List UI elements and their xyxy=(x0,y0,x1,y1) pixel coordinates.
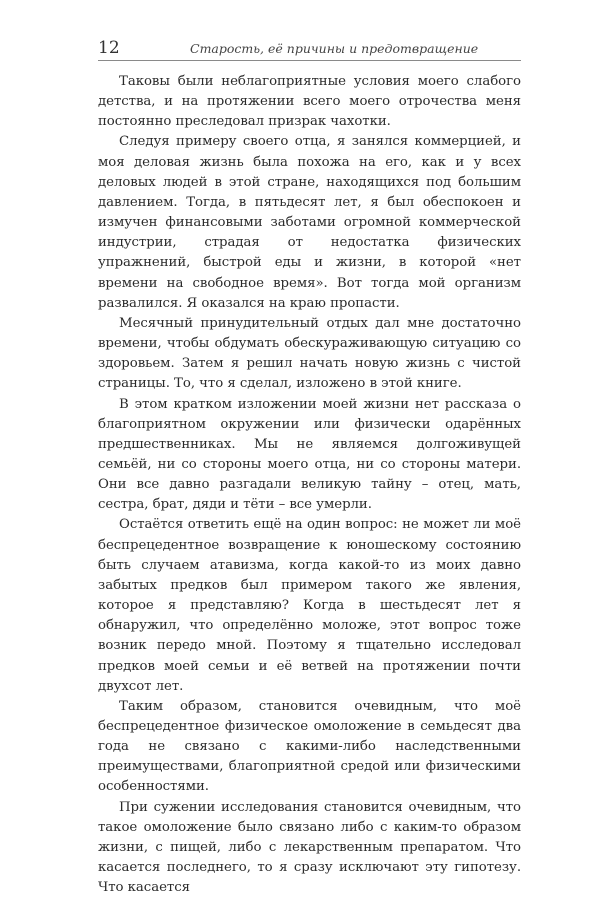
paragraph: Остаётся ответить ещё на один вопрос: не может ли моё беспрецедентное возвращение к юношескому состоянию быть случаем атавизма, когда какой-то из моих давно забытых предков был примером такого же явления, которое я представляю? Когда в шестьдесят лет я обнаружил, что определённо моложе, этот вопрос тоже возник передо мной. Поэтому я тщательно исследовал предков моей семьи и её ветвей на протяжении почти двухсот лет. xyxy=(98,517,521,694)
page-header xyxy=(98,34,521,60)
paragraph: При сужении исследования становится очевидным, что такое омоложение было связано либо с каким-то образом жизни, с пищей, либо с лекарственным препаратом. Что касается последнего, то я сразу исключают эту гипотезу. Что касается xyxy=(98,799,521,896)
page-number: 12 xyxy=(98,38,120,58)
paragraph: Таким образом, становится очевидным, что моё беспрецедентное физическое омоложение в семьдесят два года не связано с какими-либо наследственными преимуществами, благоприятной средой или физическими особенностями. xyxy=(98,698,521,795)
paragraph: Следуя примеру своего отца, я занялся коммерцией, и моя деловая жизнь была похожа на его, как и у всех деловых людей в этой стране, находящихся под большим давлением. Тогда, в пятьдесят лет, я был обеспокоен и измучен финансовыми заботами огромной коммерческой индустрии, страдая от недостатка физических упражнений, быстрой еды и жизни, в которой «нет времени на свободное время». Вот тогда мой организм развалился. Я оказался на краю пропасти. xyxy=(98,134,521,311)
paragraph: Месячный принудительный отдых дал мне достаточно времени, чтобы обдумать обескураживающую ситуацию со здоровьем. Затем я решил начать новую жизнь с чистой страницы. То, что я сделал, изложено в этой книге. xyxy=(98,315,521,392)
header-divider xyxy=(98,60,521,61)
paragraph: В этом кратком изложении моей жизни нет рассказа о благоприятном окружении или физически одарённых предшественниках. Мы не являемся долгоживущей семьёй, ни со стороны моего отца, ни со стороны матери. Они все давно разгадали великую тайну – отец, мать, сестра, брат, дяди и тёти – все умерли. xyxy=(98,396,521,513)
running-title: Старость, её причины и предотвращение xyxy=(190,41,479,56)
paragraph: Таковы были неблагоприятные условия моего слабого детства, и на протяжении всего моего отрочества меня постоянно преследовал призрак чахотки. xyxy=(98,74,521,130)
page-body xyxy=(98,72,521,898)
